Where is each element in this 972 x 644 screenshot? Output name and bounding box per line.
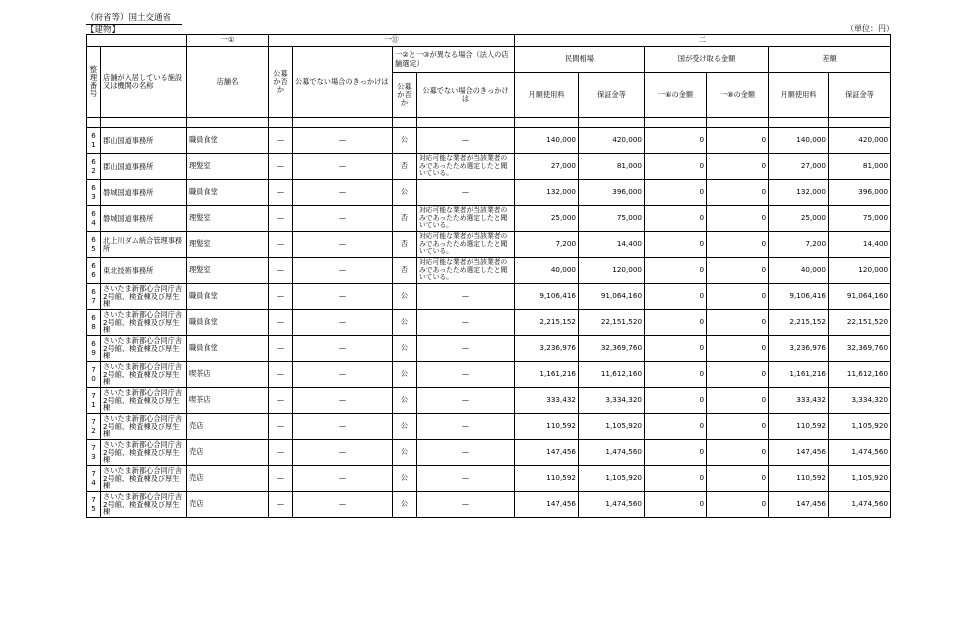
- row-deposit: 396,000: [579, 180, 645, 206]
- row-public2: 否: [393, 258, 417, 284]
- row-amount6: 0: [645, 440, 707, 466]
- row-diff-monthly: 110,592: [769, 466, 829, 492]
- row-amount6: 0: [645, 154, 707, 180]
- row-public1: —: [269, 466, 293, 492]
- row-monthly: 25,000: [515, 206, 579, 232]
- row-facility: さいたま新都心合同庁舎2号館、検査棟及び厚生棟: [101, 466, 187, 492]
- row-facility: さいたま新都心合同庁舎2号館、検査棟及び厚生棟: [101, 414, 187, 440]
- row-monthly: 333,432: [515, 388, 579, 414]
- row-amount8: 0: [707, 492, 769, 518]
- table-row: [87, 180, 891, 206]
- row-reason2: 対応可能な業者が当該業者のみであったため選定したと聞いている。: [417, 206, 515, 232]
- row-amount8: 0: [707, 466, 769, 492]
- row-diff-monthly: 110,592: [769, 414, 829, 440]
- row-deposit: 91,064,160: [579, 284, 645, 310]
- row-facility: さいたま新都心合同庁舎2号館、検査棟及び厚生棟: [101, 440, 187, 466]
- row-no: 62: [87, 154, 101, 180]
- row-public2: 公: [393, 128, 417, 154]
- row-shop: 理髪室: [187, 206, 269, 232]
- row-monthly: 110,592: [515, 414, 579, 440]
- row-amount8: 0: [707, 388, 769, 414]
- row-reason1: —: [293, 180, 393, 206]
- row-monthly: 27,000: [515, 154, 579, 180]
- spacer-cell: [393, 118, 417, 128]
- header-diff: 差額: [769, 47, 891, 73]
- header-deposit: 保証金等: [579, 73, 645, 118]
- shop-table: [86, 34, 891, 518]
- row-reason2: —: [417, 492, 515, 518]
- row-reason1: —: [293, 206, 393, 232]
- row-amount8: 0: [707, 414, 769, 440]
- row-amount8: 0: [707, 440, 769, 466]
- row-diff-deposit: 22,151,520: [829, 310, 891, 336]
- row-diff-monthly: 2,215,152: [769, 310, 829, 336]
- table-row: [87, 128, 891, 154]
- row-deposit: 3,334,320: [579, 388, 645, 414]
- row-reason1: —: [293, 492, 393, 518]
- row-deposit: 81,000: [579, 154, 645, 180]
- row-public2: 否: [393, 206, 417, 232]
- row-diff-monthly: 147,456: [769, 440, 829, 466]
- row-public1: —: [269, 492, 293, 518]
- row-facility: 郡山国道事務所: [101, 128, 187, 154]
- row-facility: さいたま新都心合同庁舎2号館、検査棟及び厚生棟: [101, 336, 187, 362]
- row-monthly: 110,592: [515, 466, 579, 492]
- row-monthly: 140,000: [515, 128, 579, 154]
- table-row: [87, 414, 891, 440]
- row-public1: —: [269, 440, 293, 466]
- row-diff-monthly: 3,236,976: [769, 336, 829, 362]
- row-public2: 公: [393, 310, 417, 336]
- header-deposit-diff: 保証金等: [829, 73, 891, 118]
- row-diff-deposit: 11,612,160: [829, 362, 891, 388]
- row-diff-monthly: 40,000: [769, 258, 829, 284]
- row-deposit: 1,105,920: [579, 414, 645, 440]
- row-shop: 売店: [187, 414, 269, 440]
- row-shop: 職員食堂: [187, 310, 269, 336]
- row-facility: さいたま新都心合同庁舎2号館、検査棟及び厚生棟: [101, 388, 187, 414]
- row-no: 73: [87, 440, 101, 466]
- table-row: [87, 258, 891, 284]
- row-reason1: —: [293, 414, 393, 440]
- table-row: [87, 492, 891, 518]
- row-diff-deposit: 1,105,920: [829, 466, 891, 492]
- row-no: 68: [87, 310, 101, 336]
- row-deposit: 32,369,760: [579, 336, 645, 362]
- row-facility: 磐城国道事務所: [101, 180, 187, 206]
- row-public1: —: [269, 284, 293, 310]
- row-amount6: 0: [645, 362, 707, 388]
- row-diff-deposit: 420,000: [829, 128, 891, 154]
- table-row: [87, 154, 891, 180]
- row-deposit: 120,000: [579, 258, 645, 284]
- row-facility: 東北技術事務所: [101, 258, 187, 284]
- row-reason2: 対応可能な業者が当該業者のみであったため選定したと聞いている。: [417, 232, 515, 258]
- section-label: 【建物】: [86, 25, 121, 35]
- row-shop: 喫茶店: [187, 362, 269, 388]
- row-amount6: 0: [645, 206, 707, 232]
- row-shop: 職員食堂: [187, 284, 269, 310]
- row-public2: 否: [393, 232, 417, 258]
- row-shop: 喫茶店: [187, 388, 269, 414]
- row-amount8: 0: [707, 284, 769, 310]
- unit-label: （単位：円）: [846, 24, 894, 33]
- row-public2: 公: [393, 362, 417, 388]
- row-reason2: 対応可能な業者が当該業者のみであったため選定したと聞いている。: [417, 154, 515, 180]
- spacer-cell: [417, 118, 515, 128]
- row-public2: 公: [393, 388, 417, 414]
- row-amount8: 0: [707, 128, 769, 154]
- row-public2: 公: [393, 180, 417, 206]
- table-row: [87, 284, 891, 310]
- row-facility: 郡山国道事務所: [101, 154, 187, 180]
- spacer-cell: [269, 118, 293, 128]
- row-deposit: 11,612,160: [579, 362, 645, 388]
- row-deposit: 75,000: [579, 206, 645, 232]
- header-group-11: 一⑪: [269, 35, 515, 47]
- table-row: [87, 336, 891, 362]
- row-shop: 売店: [187, 440, 269, 466]
- row-facility: 北上川ダム統合管理事務所: [101, 232, 187, 258]
- spacer-cell: [87, 118, 101, 128]
- table-row: [87, 206, 891, 232]
- row-amount8: 0: [707, 336, 769, 362]
- row-no: 70: [87, 362, 101, 388]
- row-diff-monthly: 9,106,416: [769, 284, 829, 310]
- row-amount8: 0: [707, 232, 769, 258]
- row-diff-deposit: 32,369,760: [829, 336, 891, 362]
- row-diff-monthly: 147,456: [769, 492, 829, 518]
- header-facility: 店舗が入居している施設又は機関の名称: [101, 47, 187, 118]
- row-public2: 否: [393, 154, 417, 180]
- row-diff-monthly: 1,161,216: [769, 362, 829, 388]
- row-deposit: 22,151,520: [579, 310, 645, 336]
- row-deposit: 1,474,560: [579, 440, 645, 466]
- row-reason2: —: [417, 414, 515, 440]
- spacer-cell: [645, 118, 707, 128]
- row-no: 67: [87, 284, 101, 310]
- row-diff-deposit: 1,105,920: [829, 414, 891, 440]
- row-amount6: 0: [645, 466, 707, 492]
- row-diff-deposit: 91,064,160: [829, 284, 891, 310]
- table-row: [87, 440, 891, 466]
- spacer-cell: [707, 118, 769, 128]
- row-deposit: 14,400: [579, 232, 645, 258]
- row-reason2: —: [417, 388, 515, 414]
- row-reason1: —: [293, 154, 393, 180]
- row-amount6: 0: [645, 414, 707, 440]
- row-public1: —: [269, 310, 293, 336]
- row-amount6: 0: [645, 284, 707, 310]
- row-facility: さいたま新都心合同庁舎2号館、検査棟及び厚生棟: [101, 310, 187, 336]
- spacer-cell: [579, 118, 645, 128]
- header-amount8: 一⑧の金額: [707, 73, 769, 118]
- row-diff-deposit: 14,400: [829, 232, 891, 258]
- table-row: [87, 232, 891, 258]
- header-reason2: 公募でない場合のきっかけは: [417, 73, 515, 118]
- header-market: 民間相場: [515, 47, 645, 73]
- row-shop: 理髪室: [187, 232, 269, 258]
- row-reason2: —: [417, 180, 515, 206]
- header-group-1: 一①: [187, 35, 269, 47]
- row-diff-monthly: 27,000: [769, 154, 829, 180]
- row-reason1: —: [293, 258, 393, 284]
- row-public1: —: [269, 362, 293, 388]
- spacer-cell: [101, 118, 187, 128]
- row-reason2: —: [417, 336, 515, 362]
- table-row: [87, 466, 891, 492]
- row-amount8: 0: [707, 310, 769, 336]
- row-public1: —: [269, 232, 293, 258]
- row-public1: —: [269, 128, 293, 154]
- header-public2: 公募か否か: [393, 73, 417, 118]
- spacer-cell: [769, 118, 829, 128]
- row-reason2: —: [417, 466, 515, 492]
- row-no: 71: [87, 388, 101, 414]
- row-diff-monthly: 7,200: [769, 232, 829, 258]
- row-reason1: —: [293, 284, 393, 310]
- row-reason1: —: [293, 388, 393, 414]
- spacer-cell: [187, 118, 269, 128]
- row-public1: —: [269, 336, 293, 362]
- row-amount6: 0: [645, 180, 707, 206]
- row-reason2: —: [417, 128, 515, 154]
- header-public: 公募か否か: [269, 47, 293, 118]
- row-no: 61: [87, 128, 101, 154]
- row-deposit: 1,105,920: [579, 466, 645, 492]
- row-public1: —: [269, 388, 293, 414]
- row-diff-deposit: 1,474,560: [829, 440, 891, 466]
- row-amount8: 0: [707, 258, 769, 284]
- row-reason1: —: [293, 466, 393, 492]
- row-reason1: —: [293, 440, 393, 466]
- header-monthly-diff: 月額使用料: [769, 73, 829, 118]
- header-sub-heading: 一②と一③が異なる場合（法人の店舗選定）: [393, 47, 515, 73]
- row-deposit: 420,000: [579, 128, 645, 154]
- row-monthly: 147,456: [515, 440, 579, 466]
- row-public1: —: [269, 180, 293, 206]
- row-amount6: 0: [645, 388, 707, 414]
- row-public1: —: [269, 258, 293, 284]
- header-no: 整理番号: [87, 47, 101, 118]
- row-diff-deposit: 81,000: [829, 154, 891, 180]
- row-amount6: 0: [645, 232, 707, 258]
- row-monthly: 2,215,152: [515, 310, 579, 336]
- row-no: 65: [87, 232, 101, 258]
- row-public2: 公: [393, 466, 417, 492]
- row-amount6: 0: [645, 128, 707, 154]
- row-reason1: —: [293, 232, 393, 258]
- row-reason2: —: [417, 362, 515, 388]
- row-public1: —: [269, 154, 293, 180]
- row-amount8: 0: [707, 154, 769, 180]
- row-reason2: —: [417, 310, 515, 336]
- row-shop: 職員食堂: [187, 180, 269, 206]
- row-monthly: 147,456: [515, 492, 579, 518]
- header-monthly: 月額使用料: [515, 73, 579, 118]
- row-monthly: 132,000: [515, 180, 579, 206]
- row-facility: 磐城国道事務所: [101, 206, 187, 232]
- row-reason2: —: [417, 284, 515, 310]
- row-shop: 売店: [187, 492, 269, 518]
- row-diff-deposit: 396,000: [829, 180, 891, 206]
- row-public1: —: [269, 206, 293, 232]
- row-monthly: 1,161,216: [515, 362, 579, 388]
- row-monthly: 7,200: [515, 232, 579, 258]
- row-amount8: 0: [707, 180, 769, 206]
- row-amount6: 0: [645, 310, 707, 336]
- row-facility: さいたま新都心合同庁舎2号館、検査棟及び厚生棟: [101, 284, 187, 310]
- table-row: [87, 388, 891, 414]
- row-amount6: 0: [645, 336, 707, 362]
- row-reason1: —: [293, 336, 393, 362]
- row-no: 74: [87, 466, 101, 492]
- row-public1: —: [269, 414, 293, 440]
- header-blank-left: [87, 35, 187, 47]
- row-public2: 公: [393, 284, 417, 310]
- row-reason1: —: [293, 362, 393, 388]
- spacer-cell: [829, 118, 891, 128]
- row-public2: 公: [393, 440, 417, 466]
- row-no: 72: [87, 414, 101, 440]
- row-no: 69: [87, 336, 101, 362]
- row-amount6: 0: [645, 258, 707, 284]
- row-shop: 理髪室: [187, 258, 269, 284]
- spacer-cell: [515, 118, 579, 128]
- row-amount8: 0: [707, 362, 769, 388]
- row-no: 66: [87, 258, 101, 284]
- row-diff-deposit: 120,000: [829, 258, 891, 284]
- header-received: 国が受け取る金額: [645, 47, 769, 73]
- row-no: 64: [87, 206, 101, 232]
- row-reason2: 対応可能な業者が当該業者のみであったため選定したと聞いている。: [417, 258, 515, 284]
- row-public2: 公: [393, 336, 417, 362]
- row-no: 75: [87, 492, 101, 518]
- row-diff-deposit: 75,000: [829, 206, 891, 232]
- row-deposit: 1,474,560: [579, 492, 645, 518]
- row-shop: 職員食堂: [187, 336, 269, 362]
- row-monthly: 9,106,416: [515, 284, 579, 310]
- header-group-2: 二: [515, 35, 891, 47]
- row-diff-monthly: 333,432: [769, 388, 829, 414]
- ministry-label: （府省等）国土交通省: [86, 11, 182, 25]
- row-diff-deposit: 1,474,560: [829, 492, 891, 518]
- row-facility: さいたま新都心合同庁舎2号館、検査棟及び厚生棟: [101, 362, 187, 388]
- row-amount8: 0: [707, 206, 769, 232]
- row-reason1: —: [293, 310, 393, 336]
- row-public2: 公: [393, 414, 417, 440]
- row-diff-monthly: 132,000: [769, 180, 829, 206]
- header-shop: 店舗名: [187, 47, 269, 118]
- row-reason1: —: [293, 128, 393, 154]
- row-no: 63: [87, 180, 101, 206]
- header-reason: 公募でない場合のきっかけは: [293, 47, 393, 118]
- spacer-cell: [293, 118, 393, 128]
- row-shop: 職員食堂: [187, 128, 269, 154]
- row-shop: 理髪室: [187, 154, 269, 180]
- row-monthly: 3,236,976: [515, 336, 579, 362]
- row-diff-monthly: 140,000: [769, 128, 829, 154]
- row-public2: 公: [393, 492, 417, 518]
- table-row: [87, 310, 891, 336]
- row-diff-deposit: 3,334,320: [829, 388, 891, 414]
- row-facility: さいたま新都心合同庁舎2号館、検査棟及び厚生棟: [101, 492, 187, 518]
- row-amount6: 0: [645, 492, 707, 518]
- row-diff-monthly: 25,000: [769, 206, 829, 232]
- table-row: [87, 362, 891, 388]
- row-monthly: 40,000: [515, 258, 579, 284]
- header-amount6: 一⑥の金額: [645, 73, 707, 118]
- row-shop: 売店: [187, 466, 269, 492]
- row-reason2: —: [417, 440, 515, 466]
